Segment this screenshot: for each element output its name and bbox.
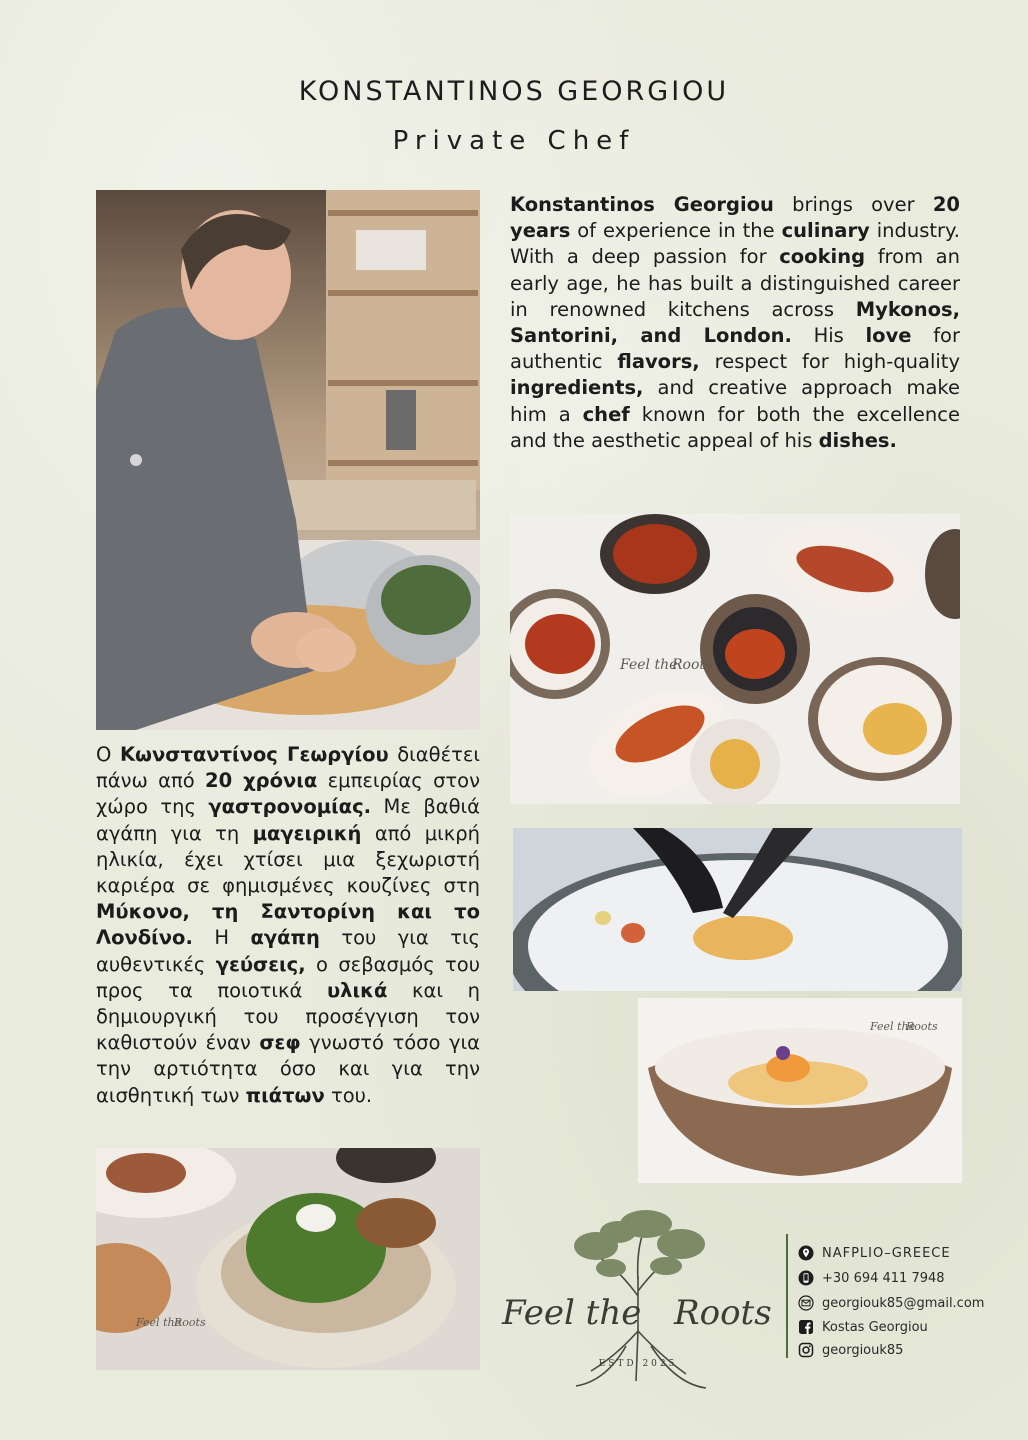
photo-watermark-2: Roots [672, 657, 713, 673]
contact-location-text: NAFPLIO–GREECE [822, 1245, 951, 1261]
english_bio-run: dishes. [818, 428, 897, 452]
dishes-overhead-photo [510, 514, 960, 804]
brand-line-2: Roots [674, 1293, 772, 1333]
bowl-photo [638, 998, 962, 1183]
greek_bio-run: από μικρή ηλικία, έχει χτίσει μια ξεχωριστή καριέρα σε φημισμένες κουζίνες στη [96, 821, 480, 898]
greek_bio-run: γνωστό τόσο για την αρτιότητα όσο και για την αισθητική των [96, 1031, 480, 1107]
english_bio-run: and creative approach make him a [510, 376, 960, 426]
chef-photo [96, 190, 480, 730]
contact-instagram[interactable] [798, 1339, 903, 1361]
contact-phone[interactable] [798, 1267, 945, 1289]
photo-watermark-1: Feel the [620, 657, 678, 673]
greek_bio-run: και η δημιουργική του προσέγγιση τον καθιστούν έναν [96, 978, 480, 1055]
greek_bio-run: του για τις αυθεντικές [96, 926, 480, 976]
greek_bio-run: αγάπη [250, 926, 320, 950]
location-pin-icon [798, 1245, 814, 1261]
english_bio-run: brings over [773, 193, 933, 216]
greek_bio-run: ο σεβασμός του προς τα ποιοτικά [96, 952, 480, 1002]
photo-watermark-4: Roots [906, 1020, 938, 1033]
greek_bio-run: υλικά [326, 978, 388, 1002]
greek_bio-run: εμπειρίας στον χώρο της [96, 769, 480, 819]
english_bio-run: respect for high-quality [699, 350, 960, 374]
english_bio-run: for authentic [510, 324, 961, 374]
plating-photo [513, 828, 962, 991]
greek_bio-run: Κωνσταντίνος Γεωργίου [119, 743, 389, 766]
feel-the-roots-logo [496, 1206, 780, 1406]
contact-facebook[interactable] [798, 1316, 928, 1338]
english_bio-run: cooking [779, 245, 866, 269]
greek_bio-run: σεφ [259, 1031, 301, 1055]
english_bio-run: culinary [781, 219, 870, 243]
english_bio-run: 20 years [510, 193, 960, 243]
contact-block [786, 1234, 1028, 1358]
salad-photo [96, 1148, 480, 1370]
greek_bio-run: γεύσεις, [215, 952, 306, 976]
english_bio-run: known for both the excellence and the aesthetic appeal of his [510, 402, 960, 452]
greek_bio-run: του. [324, 1083, 373, 1107]
english-bio [510, 192, 960, 454]
english_bio-run: of experience in the [570, 219, 782, 243]
greek_bio-run: μαγειρική [252, 821, 362, 845]
instagram-icon [798, 1342, 814, 1358]
greek_bio-run: γαστρονομίας. [208, 795, 372, 819]
contact-instagram-text: georgiouk85 [822, 1342, 904, 1358]
english_bio-run: flavors, [617, 350, 700, 374]
english_bio-run: Konstantinos Georgiou [510, 193, 774, 216]
greek_bio-run: διαθέτει πάνω από [96, 743, 480, 793]
contact-phone-text: +30 694 411 7948 [822, 1270, 945, 1286]
chef-role-subtitle: Private Chef [392, 126, 636, 156]
greek_bio-run: Ο [96, 743, 120, 766]
greek_bio-run: πιάτων [245, 1083, 325, 1107]
contact-email[interactable] [798, 1292, 984, 1314]
greek_bio-run: Η [192, 926, 251, 950]
contact-facebook-text: Kostas Georgiou [822, 1319, 928, 1335]
photo-watermark-6: Roots [174, 1316, 206, 1329]
greek-bio [96, 742, 480, 1109]
contact-email-text: georgiouk85@gmail.com [822, 1295, 985, 1311]
english_bio-run: ingredients, [510, 376, 644, 400]
email-icon [798, 1295, 814, 1311]
photo-watermark-5: Feel the [136, 1316, 182, 1329]
greek_bio-run: 20 χρόνια [205, 769, 318, 793]
english_bio-run: love [865, 324, 912, 348]
brand-estd: ESTD 2025 [598, 1359, 678, 1369]
english_bio-run: Mykonos, Santorini, and London. [510, 297, 960, 348]
photo-watermark-3: Feel the [870, 1020, 916, 1033]
olive-tree-icon [496, 1206, 780, 1406]
brand-line-1: Feel the [502, 1293, 642, 1333]
english_bio-run: industry. With a deep passion for [510, 219, 960, 269]
english_bio-run: His [791, 324, 866, 348]
facebook-icon [798, 1319, 814, 1335]
greek_bio-run: Μύκονο, τη Σαντορίνη και το Λονδίνο. [96, 900, 480, 950]
english_bio-run: from an early age, he has built a distinguished career in renowned kitchens across [510, 245, 960, 321]
phone-icon [798, 1270, 814, 1286]
greek_bio-run: Με βαθιά αγάπη για τη [96, 795, 480, 845]
english_bio-run: chef [582, 402, 630, 426]
chef-name-title: KONSTANTINOS GEORGIOU [298, 76, 730, 107]
contact-location [798, 1242, 951, 1264]
